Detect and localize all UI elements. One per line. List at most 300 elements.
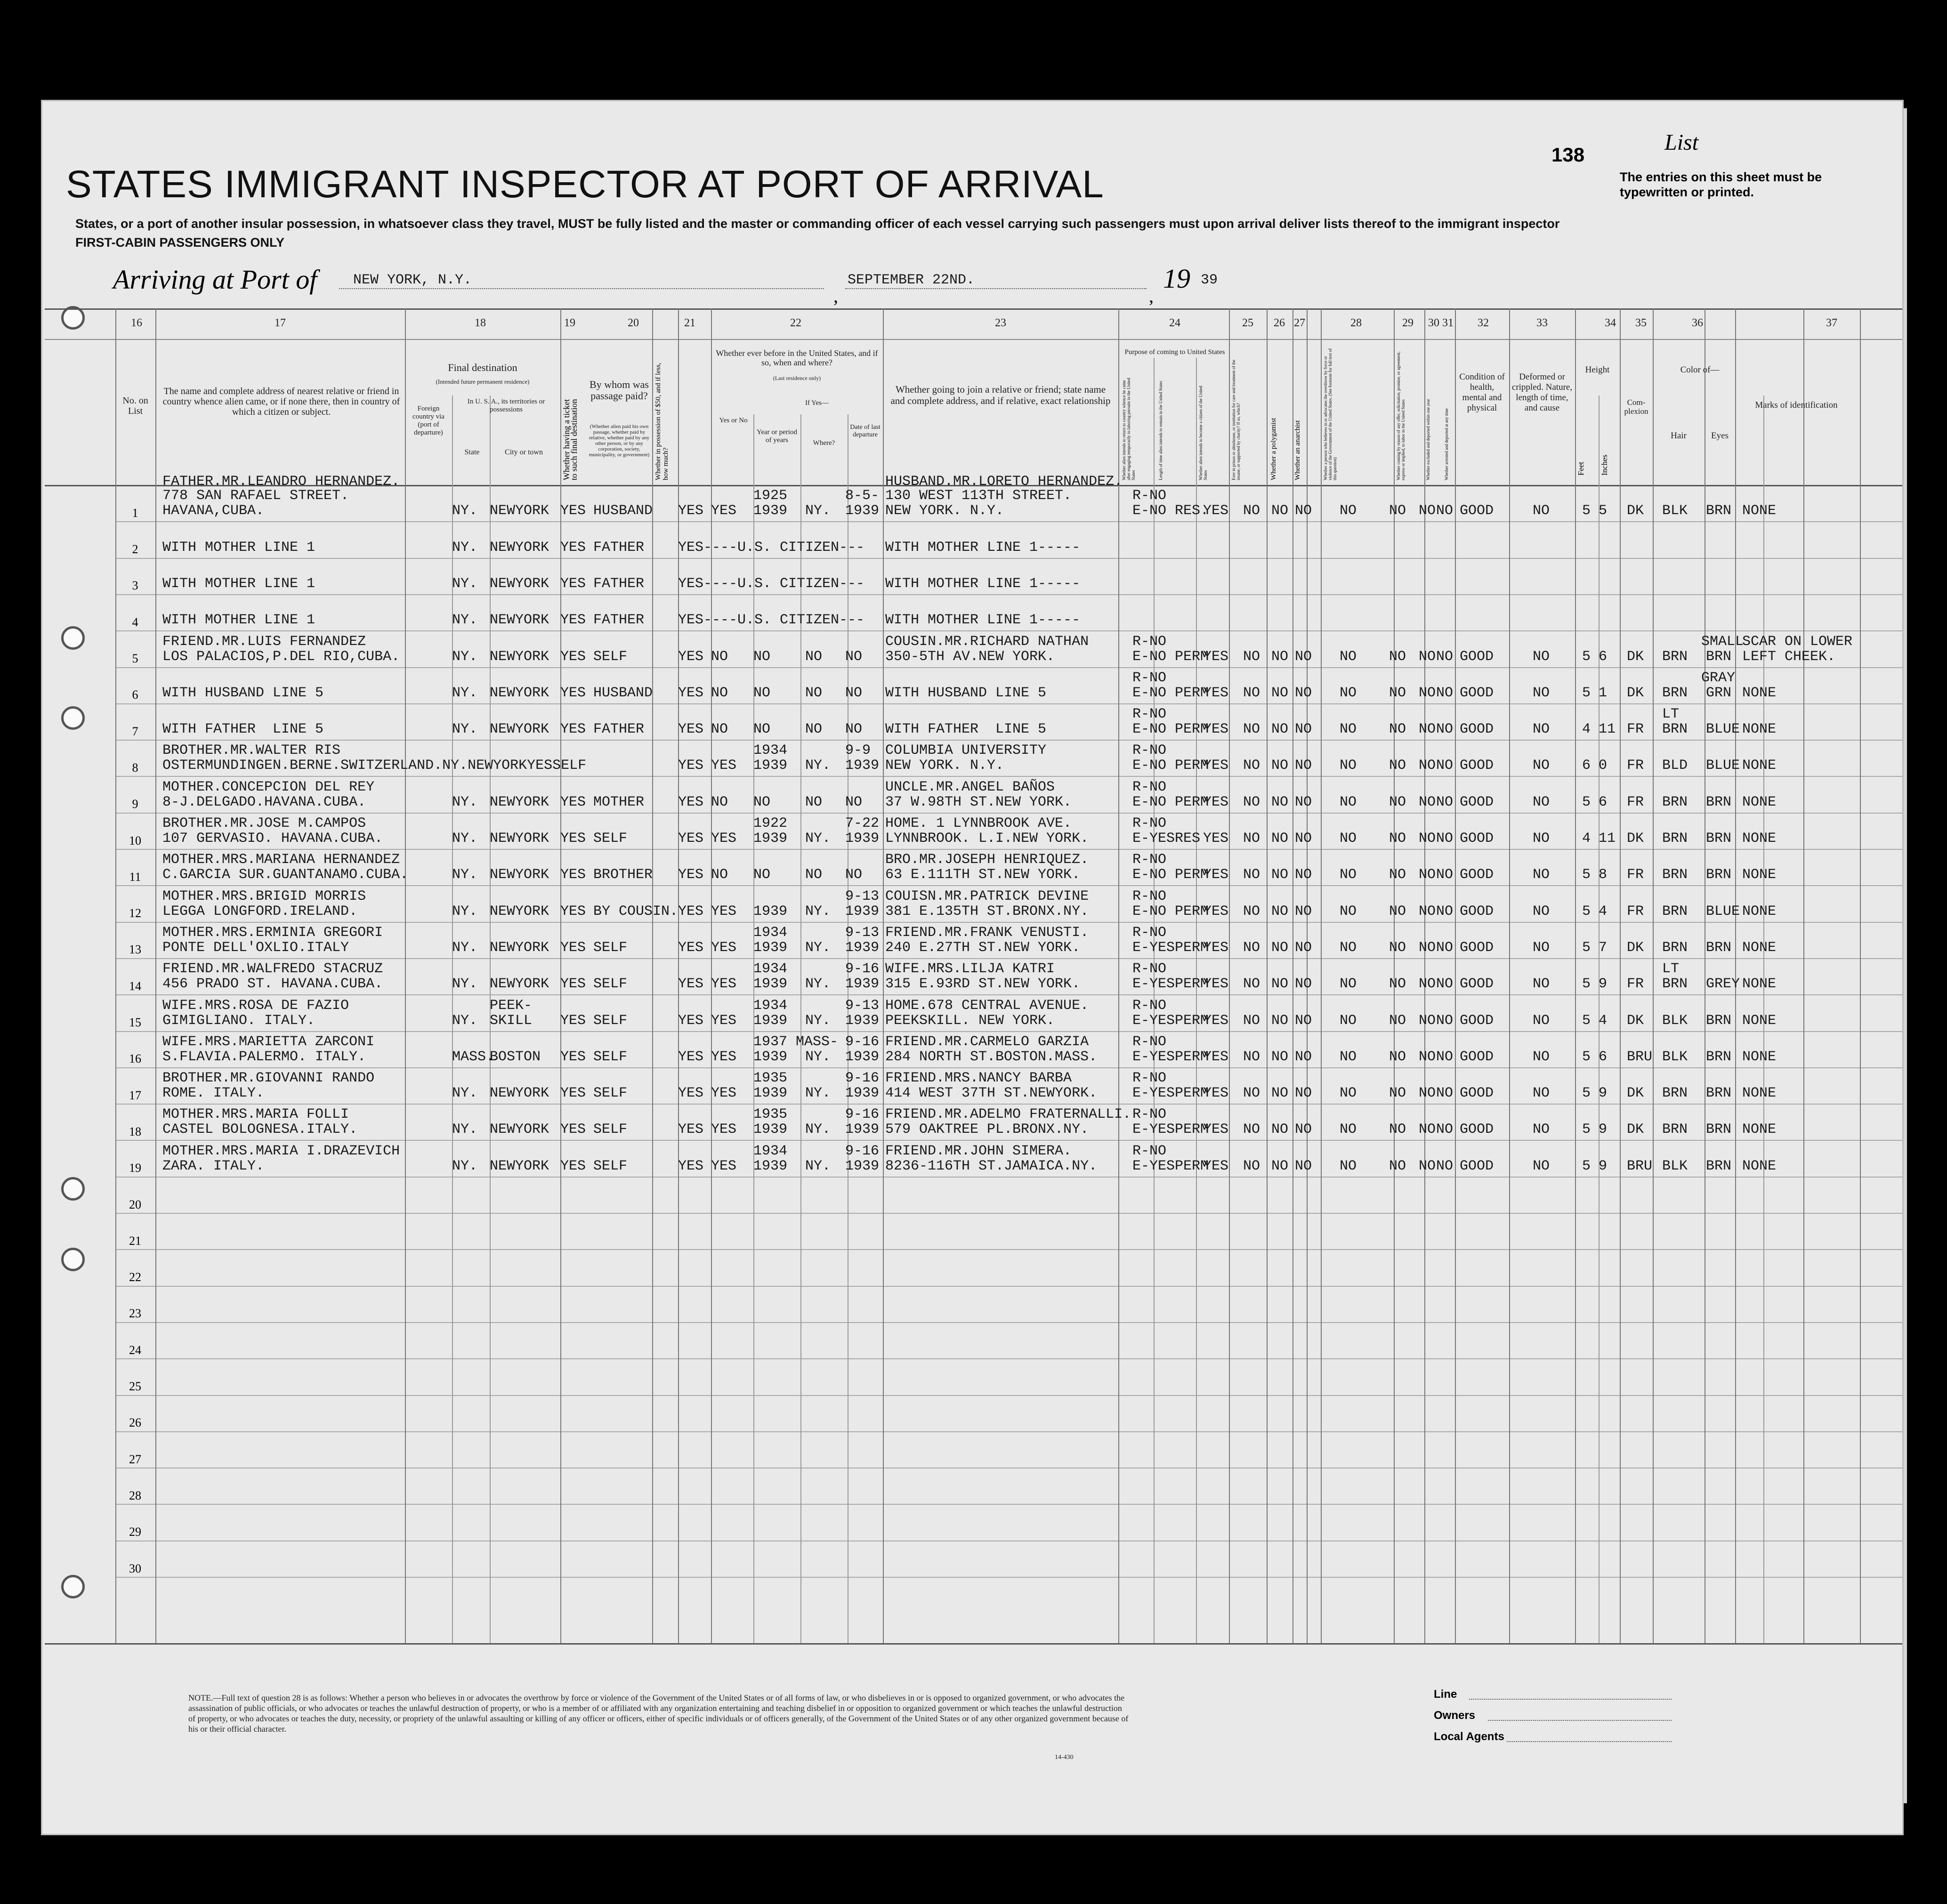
passage-paid-by: SELF <box>593 1158 628 1174</box>
where-value: NO <box>805 685 823 701</box>
eye-color: BRN <box>1706 1085 1732 1101</box>
answer-c28: NO <box>1340 685 1357 701</box>
ticket-value: YES <box>560 503 586 519</box>
header-contract-labor: Whether coming by reason of any offer, solicitation, promise, or agreement, express or implied, to labor in the United States <box>1396 351 1406 480</box>
relative-name: WITH MOTHER LINE 1 <box>162 540 315 556</box>
deformed-value: NO <box>1533 867 1550 883</box>
departure-year: 1939 <box>845 503 880 519</box>
table-bottom-border <box>45 1643 1902 1645</box>
height-feet: 5 <box>1582 940 1591 956</box>
destination-city: NEWYORK <box>490 721 549 737</box>
row-number: 21 <box>129 1234 141 1248</box>
answer-c27: NO <box>1295 1121 1312 1138</box>
answer-c27: NO <box>1295 1013 1312 1029</box>
deformed-value: NO <box>1533 649 1550 665</box>
ever-before: YES <box>711 976 737 992</box>
year-first: 1934 <box>753 961 788 977</box>
purpose-return: R-NO <box>1132 779 1167 795</box>
purpose-citizen: YES <box>1203 940 1229 956</box>
destination-city: NEWYORK <box>490 867 549 883</box>
header-intends-citizen: Whether alien intends to become a citizen of the United States <box>1198 386 1208 480</box>
column-number: 36 <box>1692 317 1703 329</box>
row-number: 26 <box>129 1416 141 1429</box>
purpose-length: PERM <box>1175 1121 1209 1138</box>
row-number: 27 <box>129 1452 141 1466</box>
answer-c26: NO <box>1271 794 1289 810</box>
join-name: HOME. 1 LYNNBROOK AVE. <box>885 815 1072 831</box>
height-inches: 1 <box>1599 685 1608 701</box>
departure-year: 1939 <box>845 904 880 920</box>
join-address: 350-5TH AV.NEW YORK. <box>885 649 1055 665</box>
passage-paid-by: SELF <box>593 976 628 992</box>
purpose-remain: E-YES <box>1132 1121 1175 1138</box>
answer-c29: NO <box>1389 721 1406 737</box>
ever-before: NO <box>711 649 728 665</box>
answer-c30: NO <box>1419 867 1436 883</box>
height-inches: 9 <box>1599 1158 1608 1174</box>
join-name: FRIEND.MR.CARMELO GARZIA <box>885 1034 1089 1050</box>
where-value: NY. <box>805 904 831 920</box>
header-height: Height <box>1585 365 1610 375</box>
departure-date: 7-22 <box>845 815 880 831</box>
answer-c28: NO <box>1340 1158 1357 1174</box>
where-value: NY. <box>805 1121 831 1138</box>
header-prison: Ever in prison or almshouse, or institution for care and treatment of the insane, or supported by charity? If so, which? <box>1231 359 1241 480</box>
identification-marks: NONE <box>1742 940 1777 956</box>
relative-name: MOTHER.MRS.MARIA FOLLI <box>162 1106 349 1122</box>
answer-c29: NO <box>1389 867 1406 883</box>
complexion-value: BRU <box>1627 1158 1653 1174</box>
comma-separator: , <box>1149 285 1154 307</box>
header-hair: Hair <box>1671 431 1687 441</box>
header-year-period: Year or period of years <box>757 428 797 444</box>
ticket-value: YES <box>560 976 586 992</box>
typewritten-instruction: The entries on this sheet must be typewritten or printed. <box>1620 170 1822 199</box>
identification-marks: NONE <box>1742 976 1777 992</box>
purpose-remain: E-NO <box>1132 685 1167 701</box>
column-number: 34 <box>1605 317 1616 329</box>
column-number: 24 <box>1169 317 1180 329</box>
purpose-length: PERM <box>1175 867 1209 883</box>
height-feet: 5 <box>1582 794 1591 810</box>
departure-year: NO <box>845 649 863 665</box>
join-address: 8236-116TH ST.JAMAICA.NY. <box>885 1158 1098 1174</box>
answer-c26: NO <box>1271 867 1289 883</box>
answer-c30: NO <box>1419 1049 1436 1065</box>
answer-c28: NO <box>1340 867 1357 883</box>
column-number: 29 <box>1402 317 1414 329</box>
where-value: NY. <box>805 1158 831 1174</box>
join-address: 130 WEST 113TH STREET. <box>885 488 1072 504</box>
ticket-value: YES <box>560 940 586 956</box>
join-address: 37 W.98TH ST.NEW YORK. <box>885 794 1072 810</box>
owners-label: Owners <box>1434 1709 1476 1722</box>
column-divider <box>1653 308 1654 1643</box>
relative-name: WIFE.MRS.MARIETTA ZARCONI <box>162 1034 375 1050</box>
passage-paid-by: HUSBAND <box>593 685 653 701</box>
destination-city-top: PEEK- <box>490 998 533 1014</box>
where-value: NY. <box>805 1049 831 1065</box>
relative-name: WITH MOTHER LINE 1 <box>162 576 315 592</box>
year-period: 1939 <box>753 831 788 847</box>
year-period: 1939 <box>753 1121 788 1138</box>
height-feet: 5 <box>1582 503 1591 519</box>
height-inches: 9 <box>1599 1085 1608 1101</box>
answer-c31: NO <box>1436 1085 1454 1101</box>
possession-50: YES <box>678 1049 704 1065</box>
departure-year: 1939 <box>845 1121 880 1138</box>
health-condition: GOOD <box>1460 940 1494 956</box>
purpose-return: R-NO <box>1132 852 1167 868</box>
header-health: Condition of health, mental and physical <box>1459 372 1505 413</box>
purpose-remain: E-NO <box>1132 758 1167 774</box>
purpose-length: PERM <box>1175 1158 1209 1174</box>
purpose-return: R-NO <box>1132 888 1167 904</box>
column-number: 33 <box>1536 317 1548 329</box>
ticket-value: YES <box>560 649 586 665</box>
answer-c27: NO <box>1295 794 1312 810</box>
answer-c27: NO <box>1295 940 1312 956</box>
header-deformed: Deformed or crippled. Nature, length of time, and cause <box>1511 372 1573 413</box>
join-name: WITH HUSBAND LINE 5 <box>885 685 1047 701</box>
complexion-value: DK <box>1627 940 1644 956</box>
answer-c25: NO <box>1243 685 1260 701</box>
row-number: 14 <box>129 979 141 993</box>
header-no-on-list: No. on List <box>122 395 148 416</box>
hair-color: BLD <box>1662 758 1688 774</box>
answer-c29: NO <box>1389 976 1406 992</box>
relative-address: OSTERMUNDINGEN.BERNE.SWITZERLAND.NY.NEWYORKYESSELF <box>162 758 587 774</box>
answer-c27: NO <box>1295 831 1312 847</box>
row-divider <box>115 558 1902 559</box>
header-complexion: Com-plexion <box>1624 398 1648 416</box>
column-number: 31 <box>1442 317 1454 329</box>
destination-city: NEWYORK <box>490 649 549 665</box>
destination-state: NY. <box>452 649 478 665</box>
join-address: 240 E.27TH ST.NEW YORK. <box>885 940 1081 956</box>
deformed-value: NO <box>1533 1158 1550 1174</box>
ticket-value: YES <box>560 1013 586 1029</box>
row-divider <box>115 1395 1902 1396</box>
header-final-destination-note: (Intended future permanent residence) <box>436 378 530 385</box>
answer-c30: NO <box>1419 721 1436 737</box>
list-label: List <box>1664 130 1699 155</box>
departure-date: 9-13 <box>845 998 880 1014</box>
height-inches: 6 <box>1599 649 1608 665</box>
row-divider <box>115 1031 1902 1032</box>
complexion-value: BRU <box>1627 1049 1653 1065</box>
possession-50: YES <box>678 976 704 992</box>
purpose-remain: E-NO <box>1132 867 1167 883</box>
join-city: NEW YORK. N.Y. <box>885 503 1004 519</box>
header-purpose: Purpose of coming to United States <box>1124 348 1225 356</box>
port-of-arrival: NEW YORK, N.Y. <box>353 272 472 288</box>
row-divider <box>115 776 1902 777</box>
departure-date: 9-13 <box>845 888 880 904</box>
relative-address: 8-J.DELGADO.HAVANA.CUBA. <box>162 794 366 810</box>
destination-state: NY. <box>452 612 478 628</box>
possession-50: YES----U.S. CITIZEN--- <box>678 612 865 628</box>
destination-city: NEWYORK <box>490 1085 549 1101</box>
departure-year: NO <box>845 685 863 701</box>
hair-color: BRN <box>1662 685 1688 701</box>
hair-color: BLK <box>1662 1013 1688 1029</box>
answer-c26: NO <box>1271 1085 1289 1101</box>
purpose-return: R-NO <box>1132 815 1167 831</box>
deformed-value: NO <box>1533 904 1550 920</box>
eyes-qualifier: GRAY <box>1701 670 1736 686</box>
eye-color: GRN <box>1706 685 1732 701</box>
possession-50: YES <box>678 1013 704 1029</box>
row-number: 5 <box>132 652 138 665</box>
identification-marks: SCAR ON LOWER <box>1742 634 1853 650</box>
identification-marks: NONE <box>1742 721 1777 737</box>
column-number: 17 <box>275 317 286 329</box>
destination-state: NY. <box>452 1121 478 1138</box>
possession-50: YES <box>678 940 704 956</box>
passage-paid-by: SELF <box>593 1013 628 1029</box>
answer-c28: NO <box>1340 758 1357 774</box>
header-polygamist: Whether a polygamist <box>1270 418 1277 480</box>
where-value: NO <box>805 649 823 665</box>
departure-date: 9-16 <box>845 1143 880 1159</box>
deformed-value: NO <box>1533 721 1550 737</box>
passenger-class: FIRST-CABIN PASSENGERS ONLY <box>75 235 285 250</box>
height-feet: 5 <box>1582 1158 1591 1174</box>
header-excluded: Whether excluded and deported within one year <box>1426 399 1430 480</box>
where-value: NY. <box>805 1085 831 1101</box>
year-period: 1939 <box>753 1158 788 1174</box>
row-number: 13 <box>129 943 141 956</box>
complexion-value: FR <box>1627 721 1644 737</box>
hair-color: BRN <box>1662 867 1688 883</box>
purpose-length: RES. <box>1175 503 1209 519</box>
relative-address: PONTE DELL'OXLIO.ITALY <box>162 940 349 956</box>
eye-color: BRN <box>1706 831 1732 847</box>
header-date-departure: Date of last departure <box>850 424 881 438</box>
purpose-citizen: YES <box>1203 976 1229 992</box>
answer-c25: NO <box>1243 794 1260 810</box>
answer-c30: NO <box>1419 1121 1436 1138</box>
answer-c28: NO <box>1340 721 1357 737</box>
where-value: NO <box>805 794 823 810</box>
relative-name: FRIEND.MR.LUIS FERNANDEZ <box>162 634 366 650</box>
port-underline <box>339 288 824 289</box>
destination-state: NY. <box>452 904 478 920</box>
height-inches: 0 <box>1599 758 1608 774</box>
purpose-remain: E-YES <box>1132 1158 1175 1174</box>
row-number: 9 <box>132 797 138 811</box>
year-period: 1939 <box>753 503 788 519</box>
relative-name: BROTHER.MR.GIOVANNI RANDO <box>162 1070 375 1086</box>
height-feet: 5 <box>1582 1085 1591 1101</box>
height-inches: 5 <box>1599 503 1608 519</box>
year-period: 1939 <box>753 758 788 774</box>
purpose-length: PERM <box>1175 649 1209 665</box>
answer-c25: NO <box>1243 1085 1260 1101</box>
year-first: 1935 <box>753 1106 788 1122</box>
relative-name: MOTHER.MRS.BRIGID MORRIS <box>162 888 366 904</box>
purpose-citizen: YES <box>1203 758 1229 774</box>
where-top: MASS- <box>796 1034 839 1050</box>
complexion-value: DK <box>1627 831 1644 847</box>
ever-before: YES <box>711 904 737 920</box>
hair-color: BLK <box>1662 503 1688 519</box>
ticket-value: YES <box>560 904 586 920</box>
destination-state: NY. <box>452 940 478 956</box>
header-last-residence: (Last residence only) <box>773 375 821 381</box>
header-where: Where? <box>813 439 835 447</box>
answer-c26: NO <box>1271 758 1289 774</box>
form-instructions: States, or a port of another insular possession, in whatsoever class they travel, MUST be fully listed and the master or commanding officer of each vessel carrying such passengers must upon arrival deliver lists thereof to the immigrant inspector <box>75 217 1560 231</box>
complexion-value: DK <box>1627 1085 1644 1101</box>
passage-paid-by: FATHER <box>593 540 645 556</box>
height-inches: 6 <box>1599 1049 1608 1065</box>
height-feet: 5 <box>1582 1121 1591 1138</box>
relative-name: MOTHER.MRS.MARIANA HERNANDEZ <box>162 852 400 868</box>
answer-c25: NO <box>1243 904 1260 920</box>
answer-c25: NO <box>1243 503 1260 519</box>
purpose-return: R-NO <box>1132 925 1167 941</box>
column-number: 19 <box>564 317 575 329</box>
hair-color: BRN <box>1662 940 1688 956</box>
join-name: BRO.MR.JOSEPH HENRIQUEZ. <box>885 852 1089 868</box>
row-number: 6 <box>132 688 138 702</box>
join-address: 381 E.135TH ST.BRONX.NY. <box>885 904 1089 920</box>
answer-c28: NO <box>1340 794 1357 810</box>
answer-c28: NO <box>1340 904 1357 920</box>
complexion-value: FR <box>1627 904 1644 920</box>
table-top-border <box>45 308 1902 310</box>
height-inches: 9 <box>1599 1121 1608 1138</box>
column-divider <box>155 308 156 1643</box>
join-name: WITH FATHER LINE 5 <box>885 721 1047 737</box>
column-divider <box>1455 308 1456 1643</box>
purpose-remain: E-NO <box>1132 649 1167 665</box>
health-condition: GOOD <box>1460 1085 1494 1101</box>
relative-address: ROME. ITALY. <box>162 1085 265 1101</box>
answer-c31: NO <box>1436 685 1454 701</box>
row-divider <box>115 1067 1902 1068</box>
eye-color: BRN <box>1706 940 1732 956</box>
purpose-return: R-NO <box>1132 706 1167 722</box>
destination-state: NY. <box>452 540 478 556</box>
identification-marks: NONE <box>1742 503 1777 519</box>
identification-marks: NONE <box>1742 758 1777 774</box>
row-divider <box>115 1322 1902 1323</box>
answer-c29: NO <box>1389 649 1406 665</box>
hair-color: BRN <box>1662 721 1688 737</box>
purpose-citizen: YES <box>1203 904 1229 920</box>
owners-underline <box>1488 1720 1672 1721</box>
height-feet: 4 <box>1582 831 1591 847</box>
purpose-return: R-NO <box>1132 961 1167 977</box>
column-divider <box>1803 308 1804 1643</box>
row-number: 17 <box>129 1089 141 1102</box>
destination-city: NEWYORK <box>490 1121 549 1138</box>
relative-name: MOTHER.CONCEPCION DEL REY <box>162 779 375 795</box>
departure-date: 9-13 <box>845 925 880 941</box>
eye-color: BRN <box>1706 1013 1732 1029</box>
row-divider <box>115 1358 1902 1359</box>
eye-color: BRN <box>1706 1049 1732 1065</box>
purpose-length: PERM <box>1175 904 1209 920</box>
row-divider <box>115 958 1902 959</box>
answer-c29: NO <box>1389 831 1406 847</box>
identification-marks: NONE <box>1742 831 1777 847</box>
ticket-value: YES <box>560 540 586 556</box>
row-divider <box>115 1249 1902 1250</box>
purpose-length: PERM <box>1175 976 1209 992</box>
hair-color: BLK <box>1662 1049 1688 1065</box>
deformed-value: NO <box>1533 1121 1550 1138</box>
answer-c27: NO <box>1295 649 1312 665</box>
complexion-value: FR <box>1627 867 1644 883</box>
row-number: 18 <box>129 1125 141 1138</box>
sub-column-divider <box>753 414 754 1643</box>
complexion-value: FR <box>1627 794 1644 810</box>
year-first: 1925 <box>753 488 788 504</box>
purpose-length: PERM <box>1175 1085 1209 1101</box>
question-28-footnote: NOTE.—Full text of question 28 is as follows: Whether a person who believes in or advocates the overthrow by force or violence of the Government of the United States or of all forms of law, or who disbelieves in or is opposed to organized government, or who advocates the assassination of public officials, or who advocates or teaches the unlawful destruction of property, or who is a member of or affiliated with any organization entertaining and teaching disbelief in or opposition to organized government or which teaches the unlawful destruction of property, or who advocates or teaches the duty, necessity, or propriety of the unlawful assaulting or killing of any officer or officers, either of specific individuals or of officers generally, of the Government of the United States or of any other organized government because of his or their official character. <box>188 1693 1129 1734</box>
identification-marks: NONE <box>1742 904 1777 920</box>
join-address: LYNNBROOK. L.I.NEW YORK. <box>885 831 1089 847</box>
agents-label: Local Agents <box>1434 1730 1504 1743</box>
answer-c25: NO <box>1243 940 1260 956</box>
year-prefix: 19 <box>1163 263 1190 294</box>
possession-50: YES----U.S. CITIZEN--- <box>678 576 865 592</box>
row-number: 1 <box>132 506 138 520</box>
answer-c31: NO <box>1436 1158 1454 1174</box>
join-address: 284 NORTH ST.BOSTON.MASS. <box>885 1049 1098 1065</box>
answer-c31: NO <box>1436 503 1454 519</box>
column-divider <box>115 308 116 1643</box>
purpose-return: R-NO <box>1132 488 1167 504</box>
identification-marks: NONE <box>1742 867 1777 883</box>
answer-c29: NO <box>1389 940 1406 956</box>
passage-paid-by: SELF <box>593 940 628 956</box>
departure-date: 9-16 <box>845 1106 880 1122</box>
departure-year: 1939 <box>845 1158 880 1174</box>
answer-c31: NO <box>1436 904 1454 920</box>
relative-address: GIMIGLIANO. ITALY. <box>162 1013 315 1029</box>
row-divider <box>115 1286 1902 1287</box>
answer-c29: NO <box>1389 758 1406 774</box>
answer-c27: NO <box>1295 1158 1312 1174</box>
column-divider <box>1267 308 1268 1643</box>
answer-c26: NO <box>1271 685 1289 701</box>
departure-date: 8-5- <box>845 488 880 504</box>
where-value: NY. <box>805 758 831 774</box>
header-state: State <box>464 448 480 456</box>
ever-before: NO <box>711 867 728 883</box>
purpose-length: RES <box>1175 831 1201 847</box>
purpose-return: R-NO <box>1132 1143 1167 1159</box>
row-divider <box>115 1431 1902 1432</box>
answer-c30: NO <box>1419 649 1436 665</box>
answer-c30: NO <box>1419 503 1436 519</box>
departure-date: 9-16 <box>845 961 880 977</box>
ticket-value: YES <box>560 685 586 701</box>
passage-paid-by: BROTHER <box>593 867 653 883</box>
purpose-length: PERM <box>1175 758 1209 774</box>
answer-c29: NO <box>1389 1158 1406 1174</box>
column-divider <box>883 308 884 1643</box>
join-name: WIFE.MRS.LILJA KATRI <box>885 961 1055 977</box>
hair-color: BRN <box>1662 649 1688 665</box>
answer-c25: NO <box>1243 1158 1260 1174</box>
answer-c25: NO <box>1243 758 1260 774</box>
